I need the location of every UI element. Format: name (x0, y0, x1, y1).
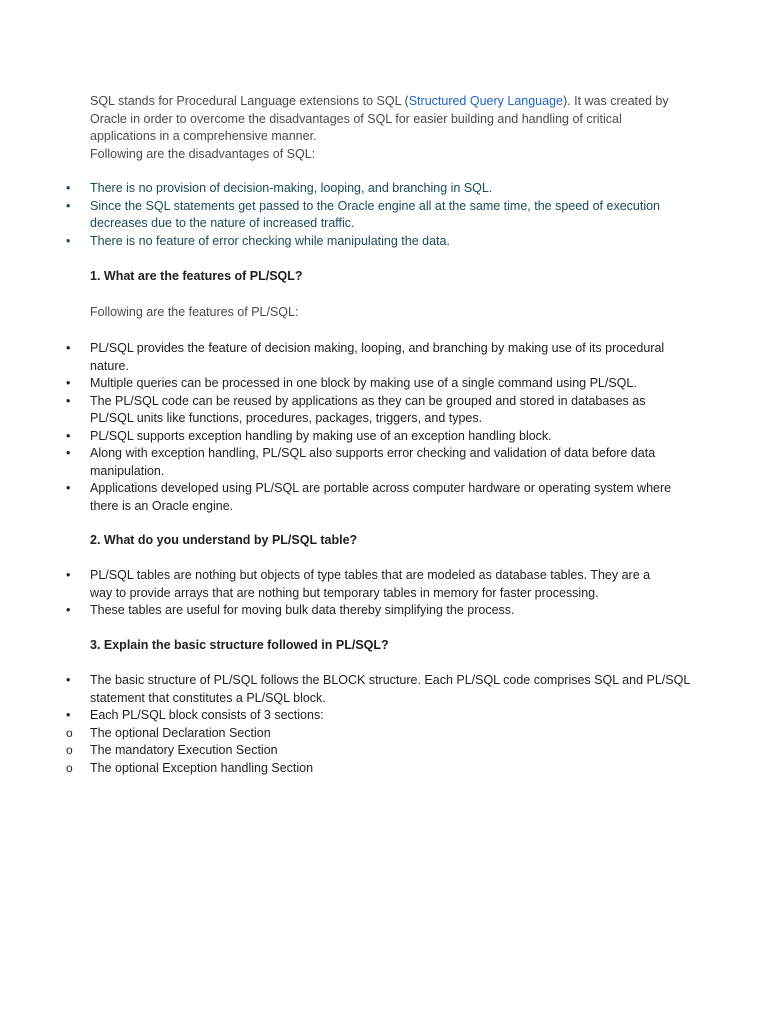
circle-bullet-icon: o (66, 743, 73, 757)
bullet-icon: • (66, 446, 71, 460)
circle-bullet-icon: o (66, 760, 73, 775)
bullet-icon: • (66, 673, 71, 687)
bullet-icon: • (66, 393, 71, 408)
bullet-icon: • (66, 481, 71, 495)
q1-heading: 1. What are the features of PL/SQL? (90, 269, 303, 283)
q2-heading: 2. What do you understand by PL/SQL table? (90, 533, 358, 547)
disadvantages-list (0, 180, 700, 250)
intro-text-after-link: ). It was created by Oracle in order to overcome the disadvantages of SQL for easier building and handling of critical applications in a comprehensive manner. (90, 94, 669, 143)
q1-intro: Following are the features of PL/SQL: (90, 305, 299, 319)
bullet-icon: • (66, 603, 71, 617)
list-item: • PL/SQL supports exception handling by making use of an exception handling block. (0, 428, 700, 446)
q1-features-list (0, 340, 700, 515)
bullet-icon: • (66, 428, 71, 443)
bullet-icon: • (66, 233, 71, 248)
q3-list (0, 672, 700, 777)
bullet-icon: • (66, 181, 71, 195)
q2-list (0, 567, 700, 620)
intro-text-before-link: SQL stands for Procedural Language extensions to SQL ( (90, 94, 409, 108)
list-item: • Since the SQL statements get passed to the Oracle engine all at the same time, the speed of execution decreases due to the nature of increased traffic. (66, 198, 661, 230)
bullet-icon: • (66, 568, 71, 582)
sub-list-item: o The optional Exception handling Section (0, 760, 700, 778)
bullet-icon: • (66, 376, 71, 390)
intro-following-text: Following are the disadvantages of SQL: (90, 146, 316, 161)
list-item: • PL/SQL tables are nothing but objects of type tables that are modeled as database tables. They are a way to provide arrays that are nothing but temporary tables in memory for faster processing. (66, 568, 651, 600)
bullet-icon: • (66, 341, 71, 355)
list-item: • Along with exception handling, PL/SQL also supports error checking and validation of data before data manipulation. (66, 446, 656, 478)
list-item: • PL/SQL provides the feature of decision making, looping, and branching by making use of its procedural nature. (66, 341, 665, 373)
bullet-icon: • (66, 708, 71, 722)
list-item: • The PL/SQL code can be reused by applications as they can be grouped and stored in databases as PL/SQL units like functions, procedures, packages, triggers, and types. (66, 393, 646, 425)
bullet-icon: • (66, 198, 71, 213)
circle-bullet-icon: o (66, 725, 73, 740)
list-item: • The basic structure of PL/SQL follows the BLOCK structure. Each PL/SQL code comprises SQL and PL/SQL statement that constitutes a PL/SQL block. (66, 673, 690, 705)
intro-paragraph (90, 93, 690, 163)
list-item: • There is no feature of error checking while manipulating the data. (0, 233, 700, 251)
sub-list-item: o The optional Declaration Section (0, 725, 700, 743)
list-item: • Each PL/SQL block consists of 3 sections: (0, 707, 700, 725)
sub-list-item: o The mandatory Execution Section (0, 742, 700, 760)
list-item: • There is no provision of decision-making, looping, and branching in SQL. (0, 180, 700, 198)
list-item: • These tables are useful for moving bulk data thereby simplifying the process. (0, 602, 700, 620)
list-item: • Applications developed using PL/SQL are portable across computer hardware or operating system where there is an Oracle engine. (66, 481, 672, 513)
list-item: • Multiple queries can be processed in one block by making use of a single command using PL/SQL. (0, 375, 700, 393)
structured-query-language-link[interactable]: Structured Query Language (408, 94, 563, 108)
q3-heading: 3. Explain the basic structure followed in PL/SQL? (90, 638, 389, 652)
